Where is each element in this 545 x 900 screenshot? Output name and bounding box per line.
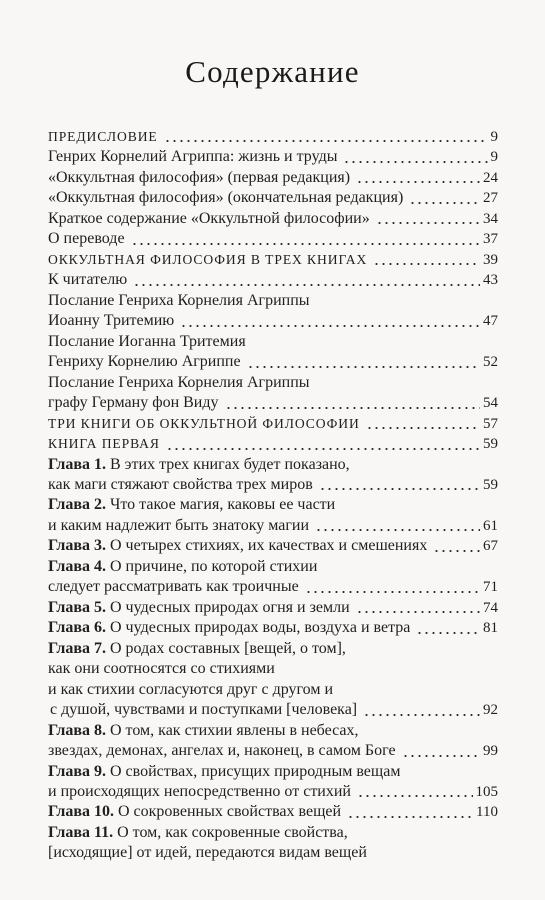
chapter-title: О свойствах, присущих природным вещам — [110, 762, 401, 780]
page-number: 24 — [483, 169, 498, 186]
entry-title — [48, 639, 346, 659]
entry-title: [исходящие] от идей, передаются видам вещей — [48, 844, 367, 862]
toc-entry — [48, 598, 498, 618]
chapter-label: Глава 4. — [48, 557, 106, 575]
chapter-title: О четырех стихиях, их качествах и смешениях — [110, 537, 428, 555]
entry-title — [48, 598, 350, 618]
dot-leader — [374, 209, 480, 229]
entry-title: звездах, демонах, ангелах и, наконец, в самом Боге — [48, 742, 396, 760]
page-number: 61 — [483, 517, 498, 534]
dot-leader — [400, 741, 480, 761]
page-number: 39 — [483, 251, 498, 268]
toc-entry — [48, 291, 498, 311]
entry-title — [48, 762, 400, 782]
chapter-label: Глава 10. — [48, 803, 114, 821]
page-number: 99 — [483, 743, 498, 760]
entry-title — [48, 557, 317, 577]
entry-title: и каким надлежит быть знатоку магии — [48, 516, 310, 534]
entry-title: Послание Генриха Корнелия Агриппы — [48, 291, 310, 309]
toc-entry — [48, 475, 498, 495]
toc-entry — [48, 782, 498, 802]
dot-leader — [431, 536, 480, 556]
page-number: 59 — [483, 436, 498, 453]
dot-leader — [341, 147, 487, 167]
dot-leader — [223, 393, 480, 413]
toc-entry — [48, 147, 498, 167]
toc-entry — [48, 270, 498, 290]
chapter-label: Глава 11. — [48, 823, 114, 841]
toc-entry — [48, 741, 498, 761]
entry-title: следует рассматривать как троичные — [48, 578, 299, 596]
toc-entry — [48, 373, 498, 393]
page-number: 110 — [476, 804, 498, 821]
toc-entry — [48, 393, 498, 413]
entry-title: Краткое содержание «Оккультной философии» — [48, 209, 370, 227]
entry-title: «Оккультная философия» (окончательная редакция) — [48, 189, 404, 207]
toc-entry — [48, 495, 498, 515]
entry-title: как они соотносятся со стихиями — [48, 660, 275, 678]
toc-entry — [48, 332, 498, 352]
toc-entry — [48, 762, 498, 782]
chapter-title: В этих трех книгах будет показано, — [110, 455, 350, 473]
dot-leader — [354, 598, 480, 618]
page-number: 47 — [483, 313, 498, 330]
toc-entry — [48, 188, 498, 208]
chapter-label: Глава 8. — [48, 721, 106, 739]
page-number: 57 — [483, 415, 498, 432]
page-title: Содержание — [185, 54, 360, 89]
toc-entry — [48, 618, 498, 638]
toc-entry — [48, 700, 498, 720]
toc-entry — [48, 352, 498, 372]
page-number: 92 — [483, 702, 498, 719]
page-number: 71 — [483, 579, 498, 596]
toc-entry — [48, 414, 498, 434]
toc-entry — [48, 434, 498, 454]
chapter-label: Глава 9. — [48, 762, 106, 780]
entry-title: ТРИ КНИГИ ОБ ОККУЛЬТНОЙ ФИЛОСОФИИ — [48, 415, 360, 431]
page-number: 54 — [483, 395, 498, 412]
chapter-title: О чудесных природах огня и земли — [110, 598, 350, 616]
toc-entry — [48, 577, 498, 597]
entry-title — [48, 721, 359, 741]
toc-entry — [48, 168, 498, 188]
page-number: 105 — [475, 784, 498, 800]
entry-title — [48, 455, 350, 475]
entry-title: КНИГА ПЕРВАЯ — [48, 436, 160, 452]
toc-entry — [48, 250, 498, 270]
entry-title: как маги стяжают свойства трех миров — [48, 475, 313, 493]
page-number: 67 — [483, 538, 498, 555]
toc-entry — [48, 557, 498, 577]
chapter-label: Глава 5. — [48, 598, 106, 616]
entry-title: и как стихии согласуются друг с другом и — [48, 680, 334, 698]
toc-entry — [48, 209, 498, 229]
chapter-label: Глава 7. — [48, 639, 106, 657]
entry-title: Генрих Корнелий Агриппа: жизнь и труды — [48, 148, 338, 166]
chapter-title: О том, как стихии явлены в небесах, — [110, 721, 359, 739]
entry-title: ОККУЛЬТНАЯ ФИЛОСОФИЯ В ТРЕХ КНИГАХ — [48, 251, 368, 267]
dot-leader — [371, 250, 480, 270]
entry-title: «Оккультная философия» (первая редакция) — [48, 168, 351, 186]
table-of-contents — [48, 127, 498, 864]
chapter-label: Глава 2. — [48, 496, 106, 514]
toc-entry — [48, 659, 498, 679]
toc-entry — [48, 639, 498, 659]
chapter-title: О причине, по которой стихии — [110, 557, 318, 575]
toc-entry — [48, 455, 498, 475]
dot-leader — [364, 414, 480, 434]
entry-title — [48, 823, 348, 843]
entry-title — [48, 495, 335, 515]
dot-leader — [317, 475, 480, 495]
toc-entry — [48, 802, 498, 822]
dot-leader — [313, 516, 480, 536]
chapter-title: О родах составных [вещей, о том], — [110, 639, 346, 657]
page-number: 9 — [490, 129, 498, 145]
dot-leader — [129, 229, 480, 249]
chapter-title: О сокровенных свойствах вещей — [118, 803, 342, 821]
entry-title: графу Герману фон Виду — [48, 394, 219, 412]
chapter-title: О том, как сокровенные свойства, — [117, 823, 348, 841]
entry-title — [48, 802, 341, 822]
page-number: 43 — [483, 272, 498, 289]
entry-title: Послание Иоганна Тритемия — [48, 332, 246, 350]
entry-title — [48, 536, 427, 556]
page-number: 81 — [483, 620, 498, 637]
toc-entry — [48, 721, 498, 741]
page-number: 59 — [483, 476, 498, 493]
dot-leader — [345, 802, 473, 822]
chapter-label: Глава 6. — [48, 619, 106, 637]
page-number: 34 — [483, 210, 498, 227]
page-number: 52 — [483, 354, 498, 371]
dot-leader — [162, 127, 488, 147]
dot-leader — [245, 352, 480, 372]
toc-entry — [48, 229, 498, 249]
toc-entry — [48, 127, 498, 147]
chapter-label: Глава 3. — [48, 537, 106, 555]
toc-entry — [48, 843, 498, 863]
toc-entry — [48, 311, 498, 331]
entry-title: О переводе — [48, 230, 125, 248]
dot-leader — [361, 700, 480, 720]
dot-leader — [354, 168, 480, 188]
toc-entry — [48, 680, 498, 700]
entry-title: и происходящих непосредственно от стихий — [48, 783, 351, 800]
page-number: 9 — [490, 149, 498, 166]
page-number: 74 — [483, 599, 498, 616]
chapter-label: Глава 1. — [48, 455, 106, 473]
dot-leader — [131, 270, 480, 290]
dot-leader — [303, 577, 480, 597]
entry-title — [48, 618, 410, 638]
page-number: 37 — [483, 231, 498, 248]
chapter-title: О чудесных природах воды, воздуха и ветра — [110, 619, 411, 637]
entry-title: К читателю — [48, 271, 128, 289]
toc-entry — [48, 823, 498, 843]
dot-leader — [355, 782, 473, 802]
entry-title: ПРЕДИСЛОВИЕ — [48, 129, 158, 144]
entry-title: с душой, чувствами и поступками [человека] — [50, 701, 358, 719]
toc-entry — [48, 536, 498, 556]
toc-entry — [48, 516, 498, 536]
dot-leader — [178, 311, 480, 331]
dot-leader — [164, 434, 480, 454]
entry-title: Иоанну Тритемию — [48, 312, 175, 330]
dot-leader — [414, 618, 480, 638]
entry-title: Послание Генриха Корнелия Агриппы — [48, 373, 310, 391]
entry-title: Генриху Корнелию Агриппе — [48, 353, 241, 371]
page-number: 27 — [483, 190, 498, 207]
dot-leader — [407, 188, 480, 208]
chapter-title: Что такое магия, каковы ее части — [110, 496, 336, 514]
